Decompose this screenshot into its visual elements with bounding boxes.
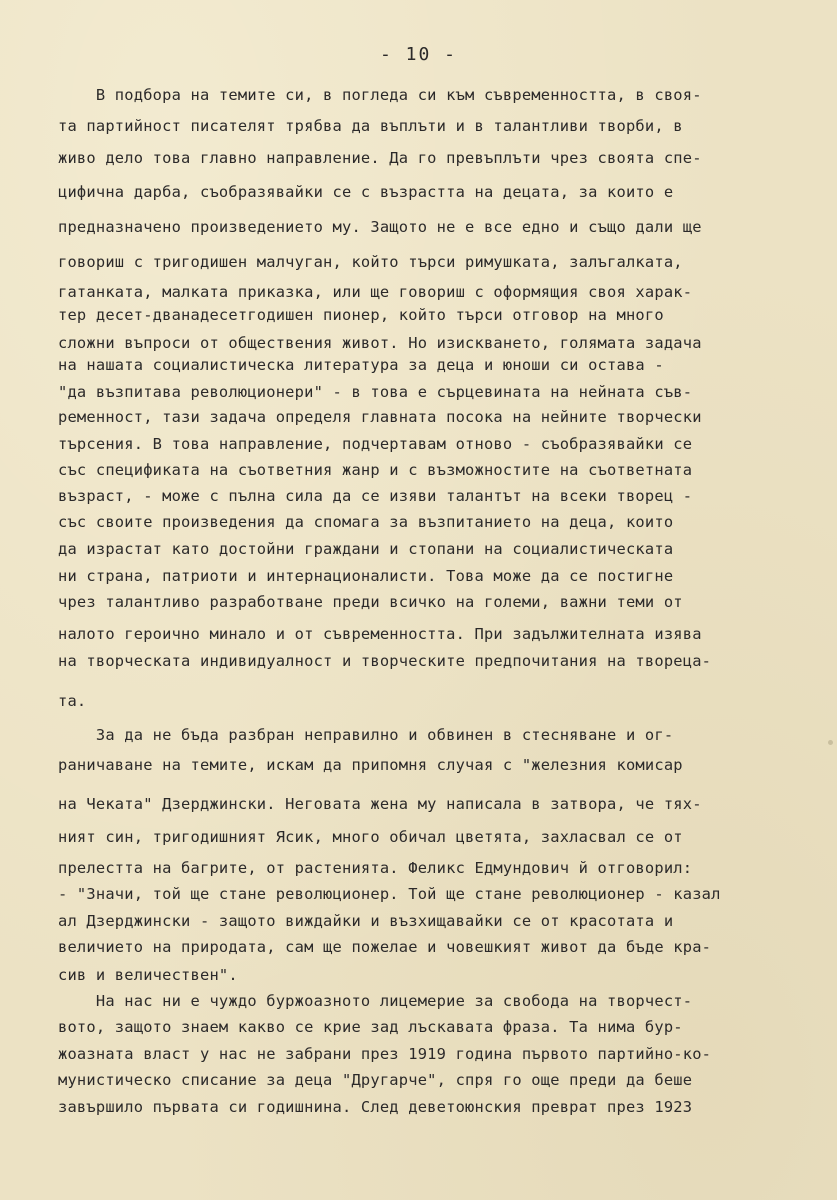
text-line: "да възпитава революционери" - в това е сърцевината на нейната съв- (58, 383, 693, 401)
text-line: та. (58, 692, 87, 710)
text-line: тер десет-дванадесетгодишен пионер, който търси отговор на много (58, 306, 664, 324)
text-line: та партийност писателят трябва да въплъти и в талантливи творби, в (58, 117, 683, 135)
text-line: жоазната власт у нас не забрани през 1919 година първото партийно-ко- (58, 1045, 712, 1063)
text-line: налото героично минало и от съвременността. При задължителната изява (58, 625, 702, 643)
paper-spot (828, 740, 833, 745)
text-line: да израстат като достойни граждани и стопани на социалистическата (58, 540, 674, 558)
text-line: ният син, тригодишният Ясик, много обичал цветята, захласвал се от (58, 828, 683, 846)
text-line: говориш с тригодишен малчуган, който търси римушката, залъгалката, (58, 253, 683, 271)
text-line: предназначено произведението му. Защото не е все едно и също дали ще (58, 218, 702, 236)
text-line: ал Дзерджински - защото виждайки и възхищавайки се от красотата и (58, 912, 674, 930)
text-line: ременност, тази задача определя главната посока на нейните творчески (58, 408, 702, 426)
text-line: вото, защото знаем какво се крие зад лъскавата фраза. Та нима бур- (58, 1018, 683, 1036)
text-line: величието на природата, сам ще пожелае и човешкият живот да бъде кра- (58, 938, 712, 956)
text-line: сив и величествен". (58, 966, 238, 984)
text-line: прелестта на багрите, от растенията. Феликс Едмундович й отговорил: (58, 859, 693, 877)
text-line: със своите произведения да спомага за възпитанието на деца, които (58, 513, 674, 531)
text-line: със спецификата на съответния жанр и с възможностите на съответната (58, 461, 693, 479)
text-line: мунистическо списание за деца "Другарче", спря го още преди да беше (58, 1071, 693, 1089)
page-number: - 10 - (379, 44, 458, 65)
text-line: ни страна, патриоти и интернационалисти. Това може да се постигне (58, 567, 674, 585)
text-line: възраст, - може с пълна сила да се изяви талантът на всеки творец - (58, 487, 693, 505)
text-line: търсения. В това направление, подчертавам отново - съобразявайки се (58, 435, 693, 453)
text-line: живо дело това главно направление. Да го превъплъти чрез своята спе- (58, 149, 702, 167)
text-line: сложни въпроси от обществения живот. Но изискването, голямата задача (58, 334, 702, 352)
text-line: За да не бъда разбран неправилно и обвинен в стесняване и ог- (58, 726, 674, 744)
text-line: - "Значи, той ще стане революционер. Той ще стане революционер - казал (58, 885, 721, 903)
text-line: раничаване на темите, искам да припомня случая с "железния комисар (58, 756, 683, 774)
text-line: завършило първата си годишнина. След деветоюнския преврат през 1923 (58, 1098, 693, 1116)
text-line: на творческата индивидуалност и творческите предпочитания на твореца- (58, 652, 712, 670)
text-line: цифична дарба, съобразявайки се с възрастта на децата, за които е (58, 183, 674, 201)
text-line: гатанката, малката приказка, или ще говориш с оформящия своя харак- (58, 283, 693, 301)
text-line: На нас ни е чуждо буржоазното лицемерие за свобода на творчест- (58, 992, 693, 1010)
text-line: чрез талантливо разработване преди всичко на големи, важни теми от (58, 593, 683, 611)
text-line: на Чеката" Дзерджински. Неговата жена му написала в затвора, че тях- (58, 795, 702, 813)
text-line: на нашата социалистическа литература за деца и юноши си остава - (58, 356, 664, 374)
text-line: В подбора на темите си, в погледа си към съвременността, в своя- (58, 86, 702, 104)
